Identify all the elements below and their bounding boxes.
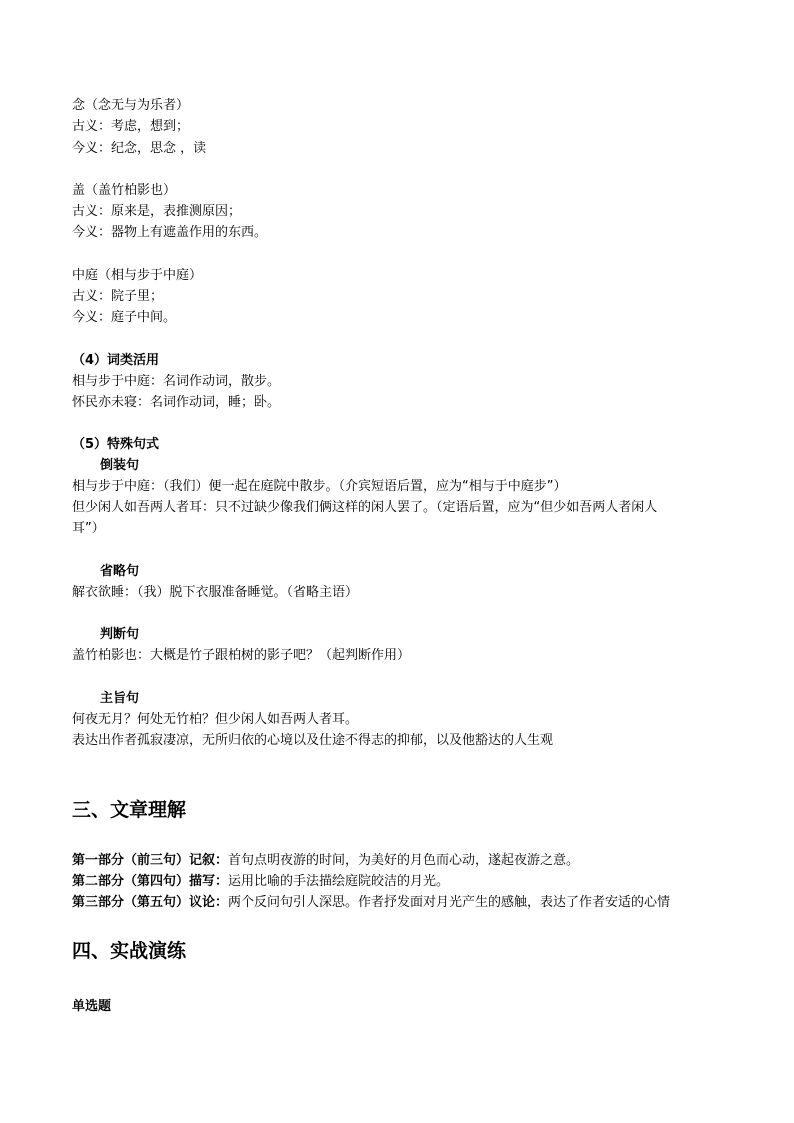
vocab-modern-nian: 今义：纪念，思念 ，读 [72, 141, 207, 156]
section3-part-text: 两个反问句引人深思。作者抒发面对月光产生的感触，表达了作者安适的心情 [228, 895, 671, 910]
vocab-term-gai: 盖（盖竹柏影也） [72, 183, 177, 198]
section3-part [72, 871, 449, 892]
special-heading: （5）特殊句式 [72, 437, 160, 452]
section3-part [72, 892, 670, 913]
section3-part-label: 第一部分（前三句）记叙： [72, 853, 229, 868]
section3-part-text: 首句点明夜游的时间，为美好的月色而心动，遂起夜游之意。 [228, 853, 580, 868]
section3-part-label: 第二部分（第四句）描写： [72, 874, 229, 889]
theme-line: 何夜无月？何处无竹柏？但少闲人如吾两人者耳。 [72, 712, 359, 727]
theme-line: 表达出作者孤寂凄凉，无所归依的心境以及仕途不得志的抑郁，以及他豁达的人生观 [72, 733, 554, 748]
judgment-title: 判断句 [100, 627, 140, 642]
vocab-ancient-nian: 古义：考虑，想到； [72, 119, 190, 134]
word-class-line: 相与步于中庭：名词作动词，散步。 [72, 374, 281, 389]
section3-part [72, 850, 579, 871]
inverted-line: 相与步于中庭：（我们）便一起在庭院中散步。（介宾短语后置，应为“相与于中庭步”） [72, 479, 567, 494]
inverted-line: 但少闲人如吾两人者耳：只不过缺少像我们俩这样的闲人罢了。（定语后置，应为“但少如吾两人者闲人 [72, 500, 658, 515]
section4-title: 四、实战演练 [72, 940, 187, 962]
section3-part-label: 第三部分（第五句）议论： [72, 895, 229, 910]
section3-part-text: 运用比喻的手法描绘庭院皎洁的月光。 [228, 874, 450, 889]
word-class-heading: （4）词类活用 [72, 353, 160, 368]
omission-line: 解衣欲睡：（我）脱下衣服准备睡觉。（省略主语） [72, 585, 359, 600]
section4-subheading: 单选题 [72, 999, 112, 1014]
vocab-ancient-zhongting: 古义：院子里； [72, 289, 164, 304]
omission-title: 省略句 [100, 564, 140, 579]
vocab-modern-gai: 今义：器物上有遮盖作用的东西。 [72, 225, 268, 240]
judgment-line: 盖竹柏影也：大概是竹子跟柏树的影子吧？（起判断作用） [72, 648, 411, 663]
inverted-line-cont: 耳”） [72, 521, 105, 536]
inverted-title: 倒装句 [100, 458, 140, 473]
word-class-line: 怀民亦未寝：名词作动词，睡；卧。 [72, 395, 281, 410]
theme-title: 主旨句 [100, 691, 140, 706]
vocab-term-zhongting: 中庭（相与步于中庭） [72, 268, 203, 283]
vocab-term-nian: 念（念无与为乐者） [72, 98, 190, 113]
vocab-modern-zhongting: 今义：庭子中间。 [72, 310, 177, 325]
section3-title: 三、文章理解 [72, 799, 187, 821]
vocab-ancient-gai: 古义：原来是，表推测原因； [72, 204, 242, 219]
